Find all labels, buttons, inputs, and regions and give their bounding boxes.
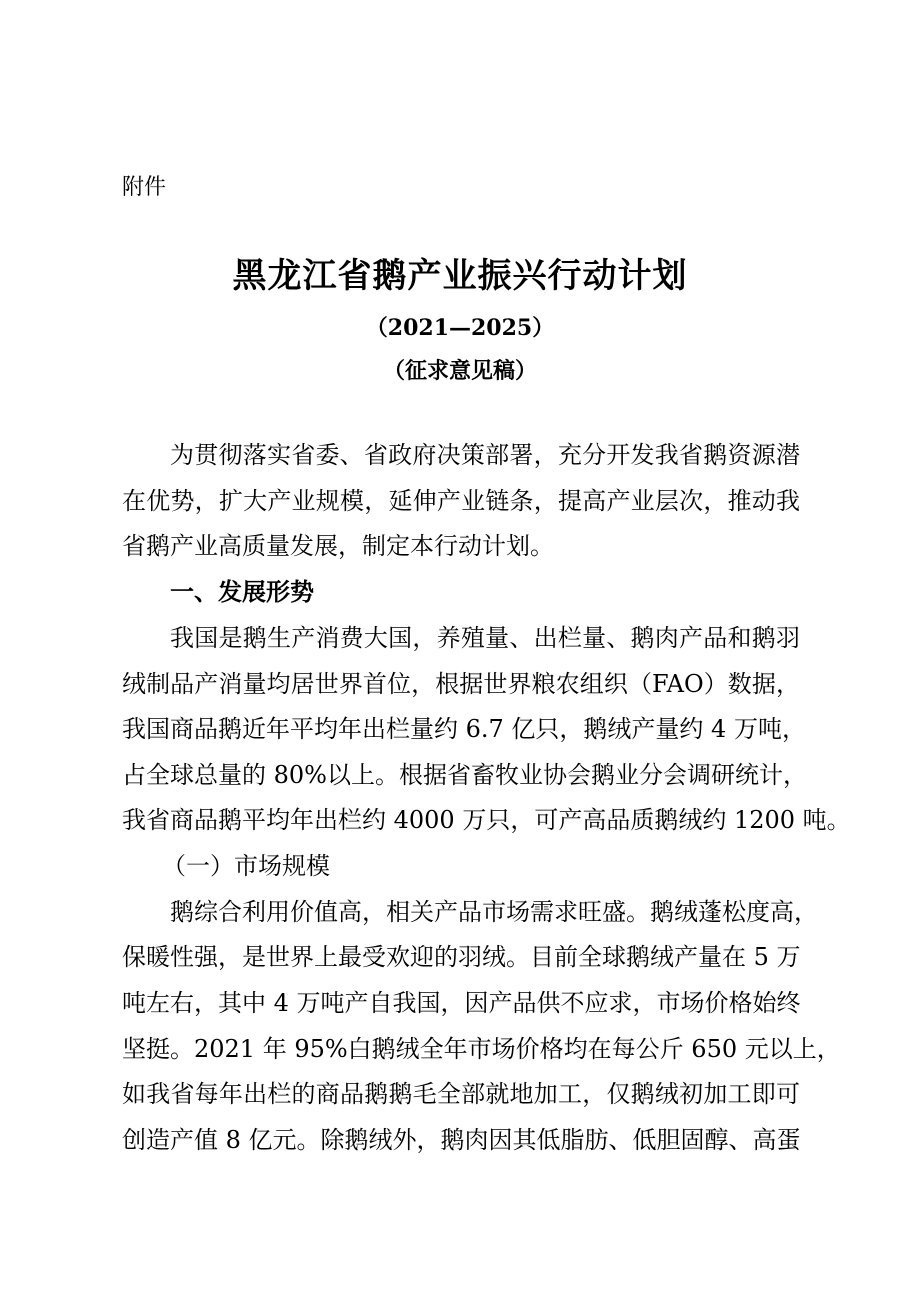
text-line: 我国是鹅生产消费大国，养殖量、出栏量、鹅肉产品和鹅羽 <box>170 624 800 652</box>
text-line: 绒制品产消量均居世界首位，根据世界粮农组织（FAO）数据， <box>122 670 800 698</box>
text-line: 创造产值 8 亿元。除鹅绒外，鹅肉因其低脂肪、低胆固醇、高蛋 <box>122 1126 801 1154</box>
text-line: 坚挺。2021 年 95%白鹅绒全年市场价格均在每公斤 650 元以上， <box>122 1035 841 1063</box>
text-line: 我省商品鹅平均年出栏约 4000 万只，可产高品质鹅绒约 1200 吨。 <box>122 806 851 834</box>
document-title: 黑龙江省鹅产业振兴行动计划 <box>232 256 688 296</box>
section-heading: 一、发展形势 <box>170 577 314 606</box>
text-line: 占全球总量的 80%以上。根据省畜牧业协会鹅业分会调研统计， <box>122 761 807 789</box>
attachment-label: 附件 <box>122 175 167 200</box>
document-period: （2021—2025） <box>365 315 555 341</box>
text-line: 保暖性强，是世界上最受欢迎的羽绒。目前全球鹅绒产量在 5 万 <box>122 943 801 971</box>
draft-note: （征求意见稿） <box>382 358 537 384</box>
text-line: 吨左右，其中 4 万吨产自我国，因产品供不应求，市场价格始终 <box>122 989 801 1017</box>
text-line: 为贯彻落实省委、省政府决策部署，充分开发我省鹅资源潜 <box>170 441 800 469</box>
subsection-heading: （一）市场规模 <box>162 852 330 880</box>
text-line: 我国商品鹅近年平均年出栏量约 6.7 亿只，鹅绒产量约 4 万吨， <box>122 715 806 743</box>
text-line: 如我省每年出栏的商品鹅鹅毛全部就地加工，仅鹅绒初加工即可 <box>122 1080 800 1108</box>
text-line: 在优势，扩大产业规模，延伸产业链条，提高产业层次，推动我 <box>122 487 800 515</box>
text-line: 鹅综合利用价值高，相关产品市场需求旺盛。鹅绒蓬松度高， <box>170 898 818 926</box>
text-line: 省鹅产业高质量发展，制定本行动计划。 <box>122 532 554 560</box>
